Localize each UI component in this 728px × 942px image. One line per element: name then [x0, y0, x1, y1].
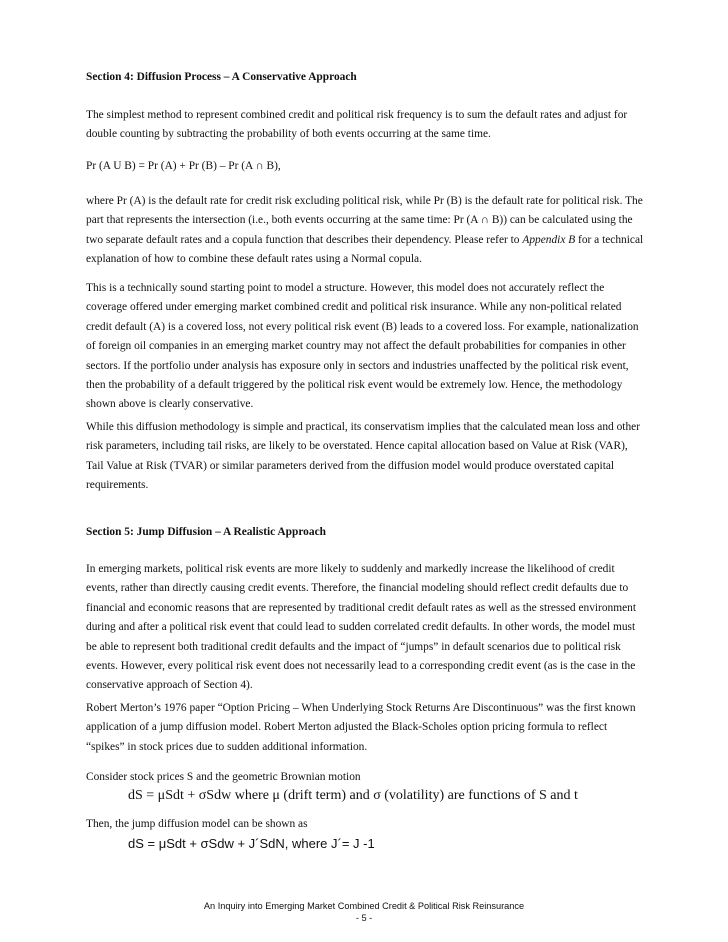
section-4-paragraph-4: While this diffusion methodology is simple and practical, its conservatism implies that the calculated mean loss and other risk parameters, including tail risks, are likely to be overstated. Hence capital allocation based on Value at Risk (VAR), Tail Value at Risk (TVAR) or similar parameters derived from the diffusion model would produce overstated capital requirements.: [86, 421, 641, 492]
equation-geometric-brownian-motion: dS = μSdt + σSdw where μ (drift term) and σ (volatility) are functions of S and t: [128, 788, 578, 803]
paragraph-2-text-start: where Pr (A) is the default rate for credit risk excluding political risk, while Pr (B) is the default rate for political risk. The part that represents the intersection (i.e., both events occurring at the same time: Pr (A ∩ B)) can be calculated using the two separate default rates and a copula function that describes their dependency. Please refer to: [86, 195, 643, 246]
section-4-heading: Section 4: Diffusion Process – A Conservative Approach: [86, 71, 357, 83]
footer-title: An Inquiry into Emerging Market Combined Credit & Political Risk Reinsurance: [203, 901, 525, 911]
section-4-paragraph-1: The simplest method to represent combined credit and political risk frequency is to sum the default rates and adjust for double counting by subtracting the probability of both events occurring at the same time.: [86, 109, 628, 141]
section-5-heading: Section 5: Jump Diffusion – A Realistic Approach: [86, 526, 326, 538]
section-4-formula: Pr (A U B) = Pr (A) + Pr (B) – Pr (A ∩ B),: [86, 160, 281, 172]
section-5-paragraph-4: Then, the jump diffusion model can be shown as: [86, 818, 308, 830]
equation-jump-diffusion: dS = μSdt + σSdw + J´SdN, where J´= J -1: [128, 836, 375, 851]
appendix-b-reference: Appendix B: [522, 233, 576, 246]
section-4-paragraph-2: [86, 192, 646, 270]
paragraph-2-text-end: for a technical explanation of how to combine these default rates using a Normal copula.: [86, 233, 644, 266]
page-number: - 5 -: [355, 913, 373, 923]
section-5-paragraph-1: In emerging markets, political risk events are more likely to suddenly and markedly increase the likelihood of credit events, rather than directly causing credit events. Therefore, the financial modeling should reflect credit defaults due to financial and economic reasons that are represented by traditional credit default rates as well as the stressed environment during and after a political risk event that could lead to sudden correlated credit defaults. In other words, the model must be able to represent both traditional credit defaults and the impact of “jumps” in default scenarios due to political risk events. However, every political risk event does not necessarily lead to a corresponding credit event (as is the case in the conservative approach of Section 4).: [86, 563, 637, 692]
section-4-paragraph-3: This is a technically sound starting point to model a structure. However, this model does not accurately reflect the coverage offered under emerging market combined credit and political risk insurance. While any non-political related credit default (A) is a covered loss, not every political risk event (B) leads to a covered loss. For example, nationalization of foreign oil companies in an emerging market country may not affect the default probabilities for companies in other sectors. If the portfolio under analysis has exposure only in sectors and industries unaffected by the political risk event, then the probability of a default triggered by the political risk event would be extremely low. Hence, the methodology shown above is clearly conservative.: [86, 282, 639, 411]
section-5-paragraph-2: Robert Merton’s 1976 paper “Option Pricing – When Underlying Stock Returns Are Discontinuous” was the first known application of a jump diffusion model. Robert Merton adjusted the Black-Scholes option pricing formula to reflect “spikes” in stock prices due to sudden additional information.: [86, 702, 636, 753]
section-5-paragraph-3: Consider stock prices S and the geometric Brownian motion: [86, 771, 361, 783]
